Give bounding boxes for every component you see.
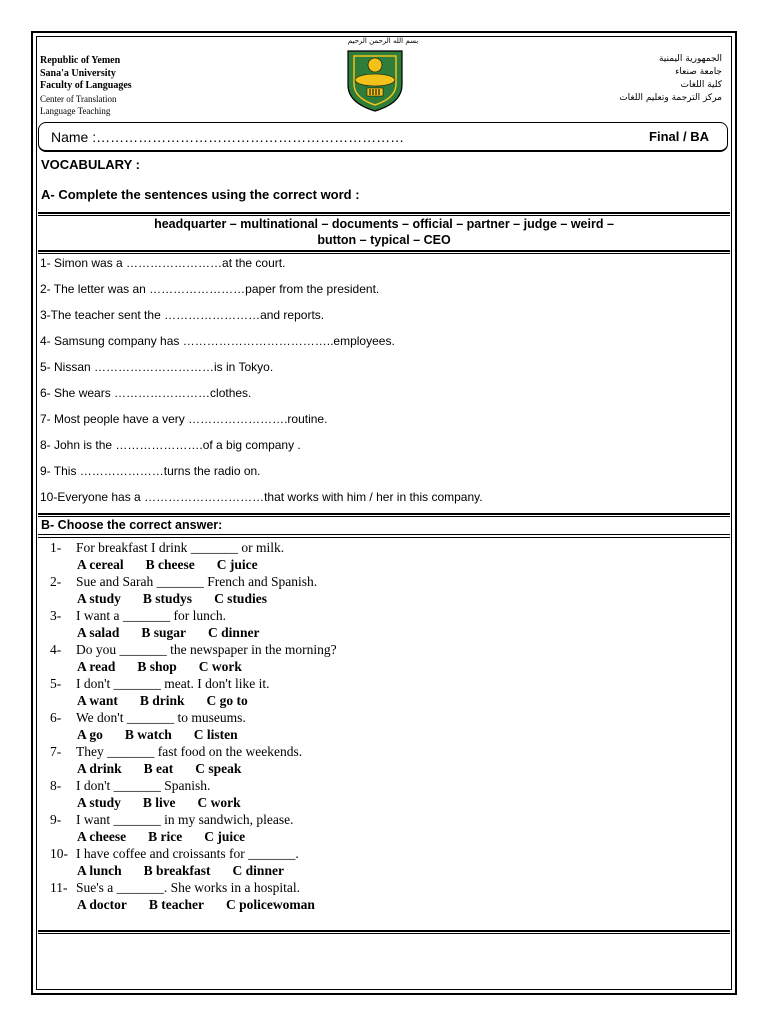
answer-options (50, 624, 710, 641)
answer-options (50, 590, 710, 607)
option-a[interactable]: A want (77, 693, 118, 708)
question-item (50, 845, 710, 862)
answer-options (50, 794, 710, 811)
answer-options (50, 658, 710, 675)
question-item (50, 777, 710, 794)
divider (38, 253, 730, 254)
option-b[interactable]: B drink (139, 693, 185, 708)
question-number: 3- (50, 608, 62, 623)
sentence-item[interactable]: 5- Nissan …………………………is in Tokyo. (40, 360, 274, 374)
header-line-faculty: Faculty of Languages (40, 80, 132, 91)
question-number: 7- (50, 744, 62, 759)
divider (38, 516, 730, 517)
option-a[interactable]: A cereal (77, 557, 124, 572)
option-a[interactable]: A doctor (77, 897, 127, 912)
question-number: 2- (50, 574, 62, 589)
sentence-item[interactable]: 9- This …………………turns the radio on. (40, 464, 261, 478)
question-text: For breakfast I drink _______ or milk. (76, 540, 285, 555)
option-c[interactable]: C policewoman (225, 897, 315, 912)
question-text: I want a _______ for lunch. (76, 608, 226, 623)
option-b[interactable]: B rice (148, 829, 183, 844)
sentence-item[interactable]: 2- The letter was an ……………………paper from the president. (40, 282, 380, 296)
option-a[interactable]: A go (77, 727, 103, 742)
option-b[interactable]: B watch (124, 727, 172, 742)
question-text: I want _______ in my sandwich, please. (76, 812, 294, 827)
word-bank-line: headquarter – multinational – documents – official – partner – judge – weird – (154, 217, 614, 231)
divider (38, 250, 730, 252)
bismillah-text: بسم الله الرحمن الرحيم (347, 37, 419, 45)
sentence-item[interactable]: 7- Most people have a very …………………….routine. (40, 412, 328, 426)
question-text: I don't _______ meat. I don't like it. (76, 676, 270, 691)
question-item (50, 675, 710, 692)
question-number: 10- (50, 846, 68, 861)
section-a-title: A- Complete the sentences using the correct word : (41, 187, 360, 202)
option-a[interactable]: A cheese (77, 829, 127, 844)
question-number: 5- (50, 676, 62, 691)
option-c[interactable]: C work (198, 659, 242, 674)
question-item (50, 879, 710, 896)
question-text: I don't _______ Spanish. (76, 778, 211, 793)
option-a[interactable]: A study (77, 591, 121, 606)
word-bank (38, 216, 730, 248)
english-header (40, 55, 170, 118)
option-b[interactable]: B breakfast (143, 863, 211, 878)
question-number: 8- (50, 778, 62, 793)
question-item (50, 539, 710, 556)
question-number: 1- (50, 540, 62, 555)
divider (38, 933, 730, 934)
sentence-item[interactable]: 8- John is the ………………….of a big company . (40, 438, 301, 452)
question-item (50, 573, 710, 590)
name-field[interactable]: Name :………………………………………………………… (51, 129, 405, 145)
question-item (50, 709, 710, 726)
option-a[interactable]: A salad (77, 625, 120, 640)
option-b[interactable]: B cheese (145, 557, 195, 572)
divider (38, 930, 730, 932)
university-logo (340, 45, 410, 113)
question-number: 6- (50, 710, 62, 725)
arabic-line-republic: الجمهورية اليمنية (658, 54, 722, 64)
question-number: 11- (50, 880, 68, 895)
exam-label: Final / BA (649, 129, 709, 144)
name-bar (38, 122, 728, 152)
question-text: Do you _______ the newspaper in the morning? (76, 642, 337, 657)
question-number: 9- (50, 812, 62, 827)
header-line-university: Sana'a University (40, 67, 116, 79)
option-b[interactable]: B shop (137, 659, 177, 674)
answer-options (50, 760, 710, 777)
option-c[interactable]: C dinner (232, 863, 284, 878)
word-bank-line: button – typical – CEO (317, 233, 451, 247)
option-c[interactable]: C juice (204, 829, 246, 844)
divider (38, 212, 730, 214)
option-b[interactable]: B studys (142, 591, 193, 606)
sentence-item[interactable]: 1- Simon was a ……………………at the court. (40, 256, 286, 270)
option-c[interactable]: C work (197, 795, 241, 810)
divider (38, 537, 730, 538)
question-text: They _______ fast food on the weekends. (76, 744, 303, 759)
question-item (50, 641, 710, 658)
question-text: Sue and Sarah _______ French and Spanish. (76, 574, 318, 589)
option-b[interactable]: B eat (143, 761, 174, 776)
option-a[interactable]: A read (77, 659, 116, 674)
sentence-item[interactable]: 6- She wears ……………………clothes. (40, 386, 252, 400)
divider (38, 513, 730, 515)
fill-in-sentences (40, 255, 720, 515)
option-a[interactable]: A drink (77, 761, 122, 776)
arabic-line-faculty: كلية اللغات (680, 80, 722, 90)
option-c[interactable]: C studies (214, 591, 267, 606)
option-c[interactable]: C dinner (208, 625, 260, 640)
divider (38, 534, 730, 535)
sentence-item[interactable]: 3-The teacher sent the ……………………and reports. (40, 308, 325, 322)
answer-options (50, 896, 710, 913)
option-c[interactable]: C speak (195, 761, 242, 776)
answer-options (50, 726, 710, 743)
option-a[interactable]: A study (77, 795, 121, 810)
question-item (50, 811, 710, 828)
question-item (50, 743, 710, 760)
multiple-choice-list (50, 539, 710, 913)
answer-options (50, 828, 710, 845)
vocabulary-title: VOCABULARY : (41, 157, 140, 172)
option-b[interactable]: B sugar (141, 625, 187, 640)
option-c[interactable]: C listen (193, 727, 238, 742)
sentence-item[interactable]: 4- Samsung company has ………………………………..employees. (40, 334, 395, 348)
header-line-republic: Republic of Yemen (40, 55, 121, 66)
header-line-teaching: Language Teaching (40, 106, 111, 116)
question-item (50, 607, 710, 624)
option-a[interactable]: A lunch (77, 863, 122, 878)
arabic-line-center: مركز الترجمة وتعليم اللغات (619, 93, 722, 103)
answer-options (50, 692, 710, 709)
header-line-center: Center of Translation (40, 93, 117, 104)
option-b[interactable]: B live (142, 795, 176, 810)
arabic-header (572, 53, 722, 105)
answer-options (50, 862, 710, 879)
question-text: Sue's a _______. She works in a hospital. (76, 880, 301, 895)
option-b[interactable]: B teacher (148, 897, 204, 912)
section-b-title: B- Choose the correct answer: (41, 518, 223, 532)
sentence-item[interactable]: 10-Everyone has a …………………………that works with him / her in this company. (40, 490, 483, 504)
arabic-line-university: جامعة صنعاء (675, 67, 722, 77)
question-text: We don't _______ to museums. (76, 710, 246, 725)
answer-options (50, 556, 710, 573)
option-c[interactable]: C go to (206, 693, 248, 708)
option-c[interactable]: C juice (216, 557, 258, 572)
question-number: 4- (50, 642, 62, 657)
question-text: I have coffee and croissants for _______. (76, 846, 299, 861)
